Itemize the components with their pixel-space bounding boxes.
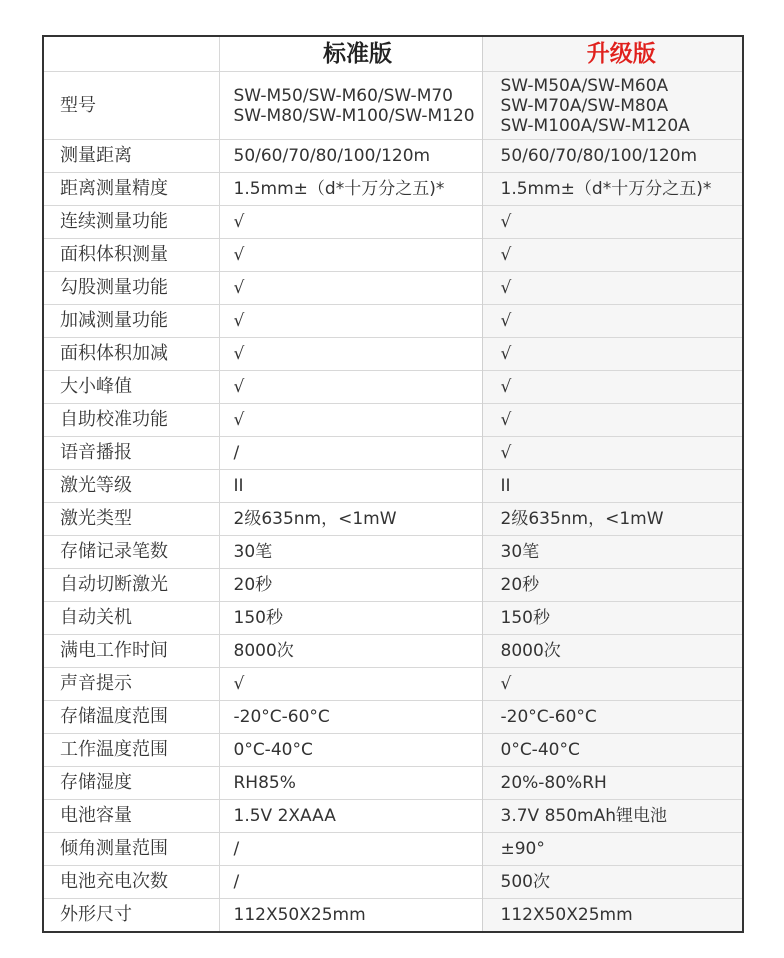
header-label-cell — [43, 36, 219, 72]
table-row — [43, 668, 743, 701]
upgrade-value-cell: 2级635nm，<1mW — [482, 503, 743, 536]
row-label: 存储温度范围 — [43, 701, 219, 734]
standard-value-cell: √ — [219, 404, 482, 437]
table-row — [43, 503, 743, 536]
table-row — [43, 437, 743, 470]
row-label: 型号 — [43, 72, 219, 140]
row-label: 连续测量功能 — [43, 206, 219, 239]
table-row — [43, 206, 743, 239]
upgrade-value-cell: 1.5mm±（d*十万分之五)* — [482, 173, 743, 206]
standard-value-cell: √ — [219, 668, 482, 701]
standard-model-line: SW-M80/SW-M100/SW-M120 — [233, 105, 475, 126]
row-label: 满电工作时间 — [43, 635, 219, 668]
row-label: 测量距离 — [43, 140, 219, 173]
standard-version-header: 标准版 — [219, 36, 482, 72]
standard-value-cell: 0°C-40°C — [219, 734, 482, 767]
row-label: 自助校准功能 — [43, 404, 219, 437]
upgrade-value-cell: √ — [482, 437, 743, 470]
row-label: 距离测量精度 — [43, 173, 219, 206]
table-row — [43, 173, 743, 206]
table-row — [43, 371, 743, 404]
table-row — [43, 635, 743, 668]
upgrade-value-cell: 0°C-40°C — [482, 734, 743, 767]
standard-value-cell: 1.5V 2XAAA — [219, 800, 482, 833]
table-row — [43, 272, 743, 305]
row-label: 语音播报 — [43, 437, 219, 470]
standard-value-cell: / — [219, 833, 482, 866]
row-label: 工作温度范围 — [43, 734, 219, 767]
table-header — [43, 36, 743, 72]
standard-value-cell: 30笔 — [219, 536, 482, 569]
upgrade-value-cell: II — [482, 470, 743, 503]
row-label: 自动切断激光 — [43, 569, 219, 602]
table-row — [43, 701, 743, 734]
header-row — [43, 36, 743, 72]
table-row — [43, 470, 743, 503]
row-label: 激光等级 — [43, 470, 219, 503]
upgrade-value-cell: 50/60/70/80/100/120m — [482, 140, 743, 173]
table-row — [43, 767, 743, 800]
row-label: 大小峰值 — [43, 371, 219, 404]
row-label: 自动关机 — [43, 602, 219, 635]
standard-value-cell: 50/60/70/80/100/120m — [219, 140, 482, 173]
standard-value-cell: 1.5mm±（d*十万分之五)* — [219, 173, 482, 206]
standard-value-cell: √ — [219, 305, 482, 338]
upgrade-model-line: SW-M100A/SW-M120A — [500, 115, 690, 136]
standard-value-cell: √ — [219, 371, 482, 404]
standard-model-cell — [219, 72, 482, 140]
standard-value-cell: / — [219, 866, 482, 899]
upgrade-value-cell: ±90° — [482, 833, 743, 866]
table-body — [43, 72, 743, 932]
upgrade-value-cell: √ — [482, 305, 743, 338]
table-row — [43, 305, 743, 338]
table-row — [43, 866, 743, 899]
upgrade-value-cell: 20%-80%RH — [482, 767, 743, 800]
standard-value-cell: √ — [219, 338, 482, 371]
table-row — [43, 602, 743, 635]
row-label: 外形尺寸 — [43, 899, 219, 932]
table-row — [43, 569, 743, 602]
standard-value-cell: √ — [219, 206, 482, 239]
upgrade-value-cell: √ — [482, 206, 743, 239]
table-row — [43, 338, 743, 371]
standard-value-cell: 20秒 — [219, 569, 482, 602]
row-label: 电池容量 — [43, 800, 219, 833]
upgrade-version-header: 升级版 — [482, 36, 743, 72]
upgrade-value-cell: 8000次 — [482, 635, 743, 668]
upgrade-value-cell: √ — [482, 239, 743, 272]
upgrade-model-line: SW-M50A/SW-M60A — [500, 75, 669, 96]
upgrade-model-line: SW-M70A/SW-M80A — [500, 95, 669, 116]
table-row — [43, 536, 743, 569]
table-row — [43, 800, 743, 833]
standard-value-cell: II — [219, 470, 482, 503]
upgrade-value-cell: -20°C-60°C — [482, 701, 743, 734]
upgrade-value-cell: √ — [482, 338, 743, 371]
table-row — [43, 899, 743, 932]
upgrade-value-cell: 30笔 — [482, 536, 743, 569]
upgrade-value-cell: √ — [482, 404, 743, 437]
standard-value-cell: √ — [219, 239, 482, 272]
standard-value-cell: 2级635nm，<1mW — [219, 503, 482, 536]
upgrade-value-cell: 20秒 — [482, 569, 743, 602]
table-row — [43, 140, 743, 173]
row-label: 电池充电次数 — [43, 866, 219, 899]
standard-value-cell: √ — [219, 272, 482, 305]
row-label: 激光类型 — [43, 503, 219, 536]
standard-value-cell: 8000次 — [219, 635, 482, 668]
row-label: 加减测量功能 — [43, 305, 219, 338]
row-label: 勾股测量功能 — [43, 272, 219, 305]
upgrade-value-cell: √ — [482, 272, 743, 305]
upgrade-value-cell: 112X50X25mm — [482, 899, 743, 932]
standard-value-cell: / — [219, 437, 482, 470]
standard-value-cell: RH85% — [219, 767, 482, 800]
table-row — [43, 404, 743, 437]
upgrade-value-cell: √ — [482, 371, 743, 404]
upgrade-value-cell: 150秒 — [482, 602, 743, 635]
table-row — [43, 734, 743, 767]
row-label: 面积体积测量 — [43, 239, 219, 272]
row-label: 存储湿度 — [43, 767, 219, 800]
row-label: 面积体积加减 — [43, 338, 219, 371]
standard-model-line: SW-M50/SW-M60/SW-M70 — [233, 85, 453, 106]
upgrade-value-cell: 3.7V 850mAh锂电池 — [482, 800, 743, 833]
upgrade-model-cell — [482, 72, 743, 140]
standard-value-cell: -20°C-60°C — [219, 701, 482, 734]
table-row — [43, 833, 743, 866]
row-label: 声音提示 — [43, 668, 219, 701]
spec-comparison-table — [42, 35, 744, 933]
table-row-model — [43, 72, 743, 140]
standard-value-cell: 112X50X25mm — [219, 899, 482, 932]
upgrade-value-cell: √ — [482, 668, 743, 701]
row-label: 倾角测量范围 — [43, 833, 219, 866]
row-label: 存储记录笔数 — [43, 536, 219, 569]
table-row — [43, 239, 743, 272]
upgrade-value-cell: 500次 — [482, 866, 743, 899]
standard-value-cell: 150秒 — [219, 602, 482, 635]
